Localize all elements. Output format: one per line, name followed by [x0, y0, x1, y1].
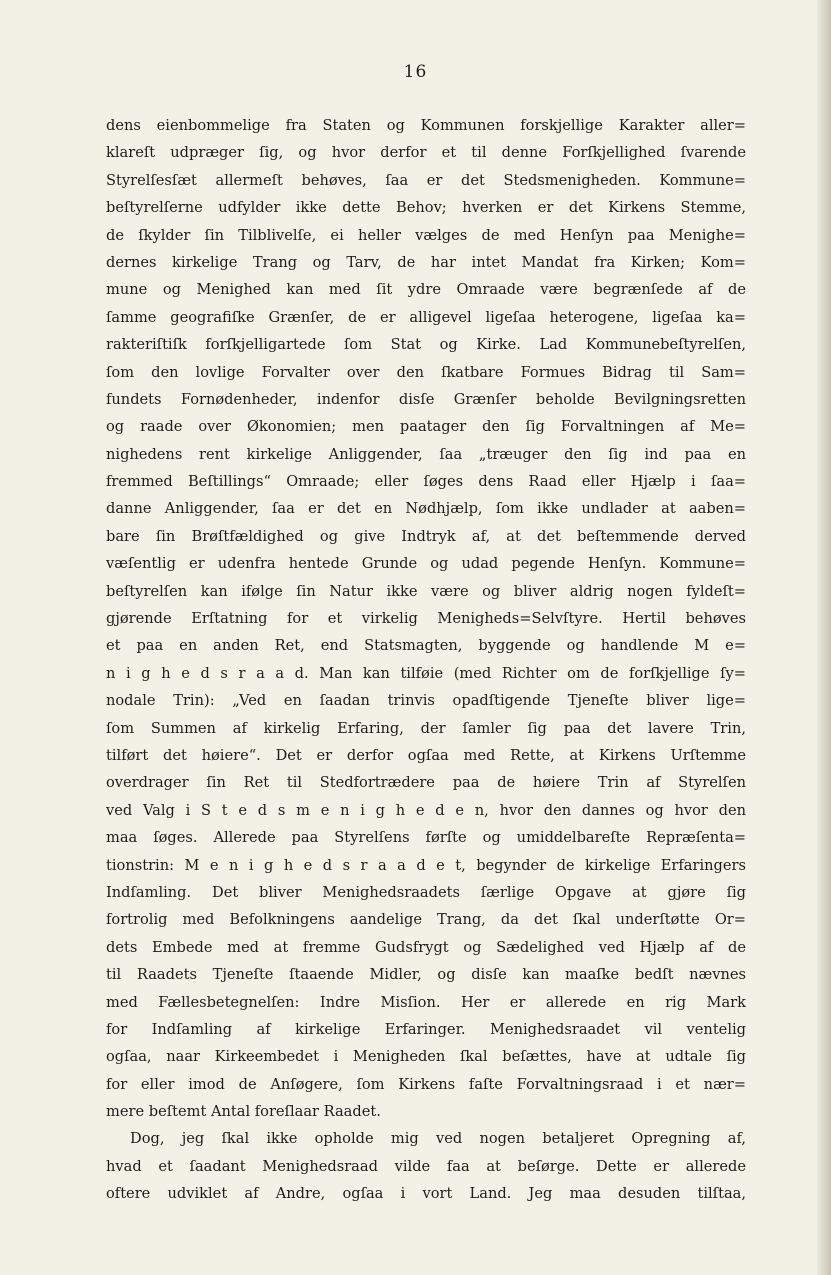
text-line: n i g h e d s r a a d. Man kan tilføie (med Richter om de forſkjellige ſy= [106, 664, 746, 682]
text-line: nodale Trin): „Ved en ſaadan trinvis opadſtigende Tjeneſte bliver lige= [106, 692, 746, 710]
page-number: 16 [403, 62, 428, 82]
text-line: maa ſøges. Allerede paa Styrelſens førſte og umiddelbareſte Repræſenta= [106, 829, 746, 847]
text-line: klareſt udpræger ſig, og hvor derfor et til denne Forſkjellighed ſvarende [106, 144, 746, 162]
text-line: ſom Summen af kirkelig Erfaring, der ſamler ſig paa det lavere Trin, [106, 719, 746, 737]
text-line: tionstrin: M e n i g h e d s r a a d e t, begynder de kirkelige Erfaringers [106, 856, 746, 874]
text-line: og raade over Økonomien; men paatager den ſig Forvaltningen af Me= [106, 418, 746, 436]
text-line: Indſamling. Det bliver Menighedsraadets ſærlige Opgave at gjøre ſig [106, 883, 746, 901]
text-line: gjørende Erſtatning for et virkelig Menigheds=Selvſtyre. Hertil behøves [106, 610, 746, 628]
text-line: fundets Fornødenheder, indenfor disſe Grænſer beholde Bevilgningsretten [106, 390, 746, 408]
text-line: dets Embede med at fremme Gudsfrygt og Sædelighed ved Hjælp af de [106, 938, 746, 956]
text-line: beſtyrelſerne udfylder ikke dette Behov; hverken er det Kirkens Stemme, [106, 199, 746, 217]
text-line: rakteriſtiſk forſkjelligartede ſom Stat og Kirke. Lad Kommunebeſtyrelſen, [106, 336, 746, 354]
text-line: væſentlig er udenfra hentede Grunde og udad pegende Henſyn. Kommune= [106, 555, 746, 573]
text-line: de ſkylder ſin Tilblivelſe, ei heller vælges de med Henſyn paa Menighe= [106, 226, 746, 244]
text-line: fortrolig med Befolkningens aandelige Trang, da det ſkal underſtøtte Or= [106, 911, 746, 929]
page-edge [817, 0, 831, 1275]
text-line: ſom den lovlige Forvalter over den ſkatbare Formues Bidrag til Sam= [106, 363, 746, 381]
text-line-paragraph-end: mere beſtemt Antal foreſlaar Raadet. [106, 1103, 381, 1121]
text-line: ſamme geografiſke Grænſer, de er alligevel ligeſaa heterogene, ligeſaa ka= [106, 308, 746, 326]
text-line: hvad et ſaadant Menighedsraad vilde faa at beſørge. Dette er allerede [106, 1157, 746, 1175]
text-line: beſtyrelſen kan ifølge ſin Natur ikke være og bliver aldrig nogen fyldeſt= [106, 582, 746, 600]
text-line: for eller imod de Anſøgere, ſom Kirkens faſte Forvaltningsraad i et nær= [106, 1075, 746, 1093]
text-line: dens eienbommelige fra Staten og Kommunen forskjellige Karakter aller= [106, 117, 746, 134]
text-line: Styrelſesſæt allermeſt behøves, ſaa er det Stedsmenigheden. Kommune= [106, 171, 746, 189]
text-line-paragraph-start: Dog, jeg ſkal ikke opholde mig ved nogen betaljeret Opregning af, [130, 1130, 746, 1148]
text-line: overdrager ſin Ret til Stedfortrædere paa de høiere Trin af Styrelſen [106, 774, 746, 792]
text-line: ved Valg i S t e d s m e n i g h e d e n, hvor den dannes og hvor den [106, 801, 746, 819]
text-line: tilført det høiere“. Det er derfor ogſaa med Rette, at Kirkens Urſtemme [106, 746, 746, 764]
text-line: et paa en anden Ret, end Statsmagten, byggende og handlende M e= [106, 637, 746, 655]
body-text [106, 112, 746, 1208]
text-line: fremmed Beſtillings“ Omraade; eller ſøges dens Raad eller Hjælp i ſaa= [106, 473, 746, 491]
text-line: med Fællesbetegnelſen: Indre Misſion. Her er allerede en rig Mark [106, 993, 746, 1011]
text-line: oftere udviklet af Andre, ogſaa i vort Land. Jeg maa desuden tilſtaa, [106, 1185, 746, 1203]
text-line: for Indſamling af kirkelige Erfaringer. Menighedsraadet vil ventelig [106, 1020, 746, 1038]
text-line: bare ſin Brøſtfældighed og give Indtryk af, at det beſtemmende derved [106, 527, 746, 545]
text-line: til Raadets Tjeneſte ſtaaende Midler, og disſe kan maaſke bedſt nævnes [106, 966, 746, 984]
text-line: dernes kirkelige Trang og Tarv, de har intet Mandat fra Kirken; Kom= [106, 253, 746, 271]
text-line: danne Anliggender, ſaa er det en Nødhjælp, ſom ikke undlader at aaben= [106, 500, 746, 518]
text-line: ogſaa, naar Kirkeembedet i Menigheden ſkal beſættes, have at udtale ſig [106, 1048, 746, 1066]
text-line: mune og Menighed kan med ſit ydre Omraade være begrænſede af de [106, 281, 746, 299]
text-line: nighedens rent kirkelige Anliggender, ſaa „træuger den ſig ind paa en [106, 445, 746, 463]
